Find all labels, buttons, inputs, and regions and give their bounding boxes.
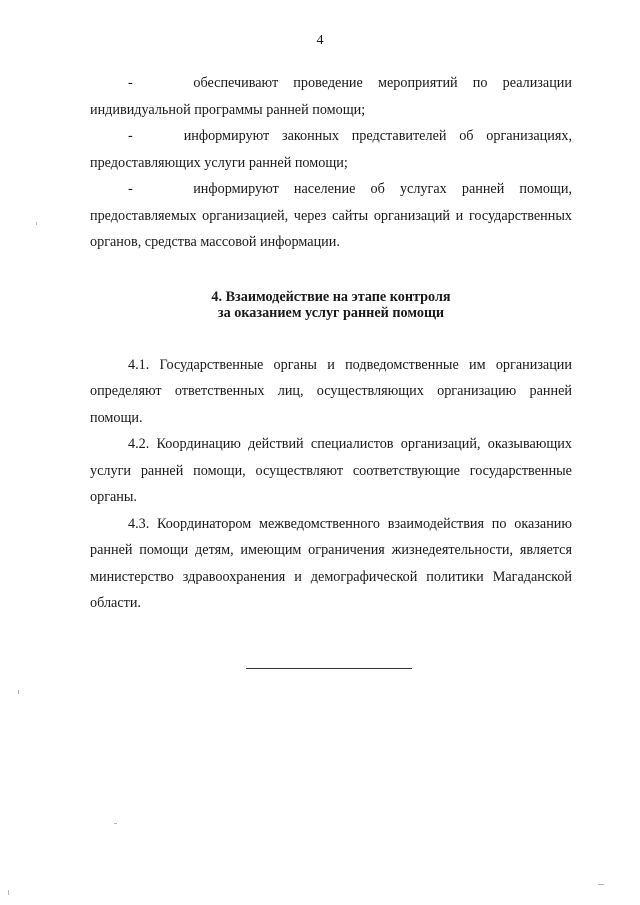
scan-speck [18, 690, 19, 694]
list-item: - информируют законных представителей об организациях, предоставляющих услуги ранней помощи; [90, 128, 572, 171]
paragraph-4-1: 4.1. Государственные органы и подведомственные им организации определяют ответственных лиц, осуществляющих организацию ранней помощи. [90, 356, 572, 426]
section-heading [90, 289, 572, 321]
scan-speck [598, 884, 604, 885]
paragraph-4-2: 4.2. Координацию действий специалистов организаций, оказывающих услуги ранней помощи, осуществляют соответствующие государственные органы. [90, 436, 572, 505]
end-of-document-rule [246, 668, 412, 669]
scan-speck [114, 823, 117, 824]
scan-speck [36, 222, 37, 225]
page-number: 4 [316, 33, 324, 48]
list-item: - информируют население об услугах ранней помощи, предоставляемых организацией, через сайты организаций и государственных органов, средства массовой информации. [90, 181, 572, 250]
section-title-line-2: за оказанием услуг ранней помощи [217, 304, 445, 321]
page-body [90, 70, 572, 617]
section-title-line-1: 4. Взаимодействие на этапе контроля [211, 288, 451, 305]
scan-speck [8, 890, 9, 895]
paragraph-4-3: 4.3. Координатором межведомственного взаимодействия по оказанию ранней помощи детям, имеющим ограничения жизнедеятельности, является министерство здравоохранения и демографической политики Магаданской области. [90, 515, 572, 611]
list-item: - обеспечивают проведение мероприятий по реализации индивидуальной программы ранней помощи; [90, 75, 572, 118]
